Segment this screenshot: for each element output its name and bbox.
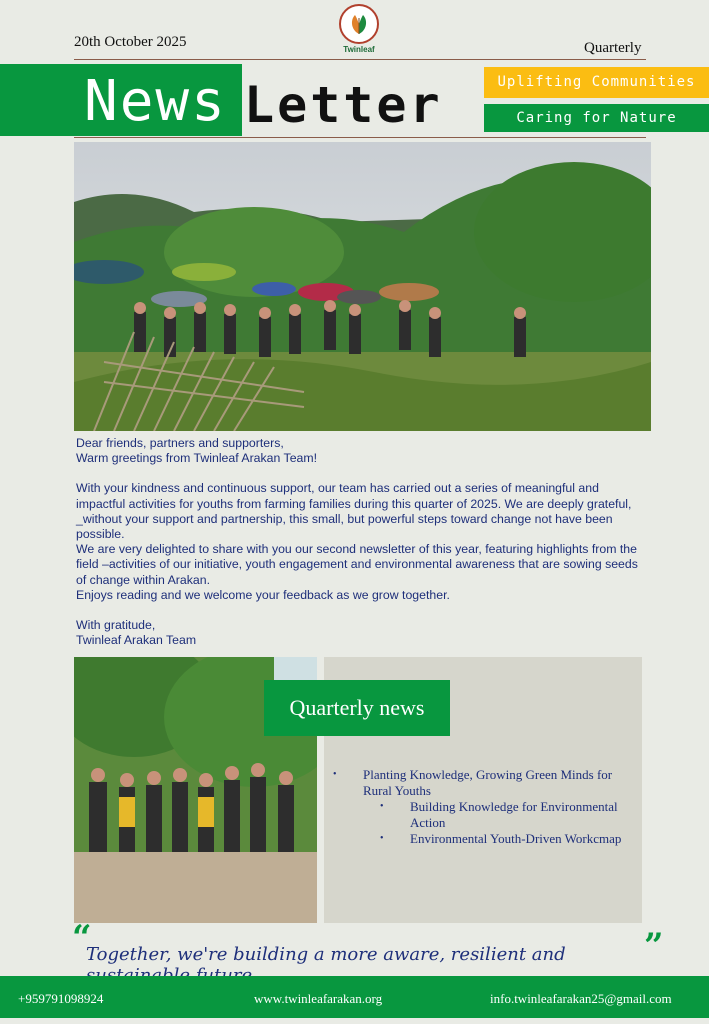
greeting: Warm greetings from Twinleaf Arakan Team! (76, 451, 318, 466)
intro-paragraph-1: With your kindness and continuous support, our team has carried out a series of meaningful and impactful activities for youths from farming families during this quarter of 2025. We are deeply grateful, _without your support and partnership, this small, but powerful steps toward change not have been possible. (76, 481, 632, 542)
open-quote-icon: “ (72, 918, 92, 958)
close-quote-icon: ” (644, 926, 664, 966)
salutation: Dear friends, partners and supporters, (76, 436, 284, 450)
bullet-icon: • (380, 833, 384, 844)
list-item-label: Planting Knowledge, Growing Green Minds for Rural Youths (363, 767, 613, 798)
list-item (330, 831, 640, 847)
footer-phone: +959791098924 (18, 991, 104, 1006)
list-item-label: Environmental Youth-Driven Workcmap (410, 831, 622, 846)
header-rule-bottom (74, 137, 646, 138)
intro-letter (76, 436, 646, 648)
newsletter-date: 20th October 2025 (74, 34, 187, 50)
intro-paragraph-3: Enjoys reading and we welcome your feedback as we grow together. (76, 587, 450, 602)
footer-website[interactable]: www.twinleafarakan.org (254, 991, 383, 1006)
logo-wordmark: Twinleaf (343, 45, 375, 54)
quarterly-news-heading: Quarterly news (264, 680, 450, 736)
tagline-caring: Caring for Nature (484, 104, 709, 132)
tagline-uplifting: Uplifting Communities (484, 67, 709, 98)
header-rule-top (74, 59, 646, 60)
newsletter-frequency: Quarterly (584, 40, 642, 56)
quarterly-news-list (330, 767, 640, 847)
intro-paragraph-2: We are very delighted to share with you our second newsletter of this year, featuring highlights from the field –activities of our initiative, youth engagement and environmental awareness that are sowing seeds of change within Arakan. (76, 542, 638, 587)
leaf-icon (339, 4, 379, 44)
title-news: News (84, 69, 227, 134)
title-letter: Letter (244, 76, 443, 134)
signoff: With gratitude, (76, 618, 156, 633)
closing-quote: Together, we're building a more aware, resilient and (86, 944, 566, 965)
bullet-icon: • (380, 801, 384, 812)
hero-photo-field-visit (74, 142, 651, 431)
list-item-label: Building Knowledge for Environmental Action (410, 799, 618, 830)
signature: Twinleaf Arakan Team (76, 633, 197, 648)
bullet-icon: • (333, 769, 337, 780)
twinleaf-logo (338, 4, 380, 56)
list-item (330, 799, 640, 831)
list-item (330, 767, 640, 799)
footer-email[interactable]: info.twinleafarakan25@gmail.com (490, 991, 672, 1006)
footer-contact-bar (0, 976, 709, 1018)
